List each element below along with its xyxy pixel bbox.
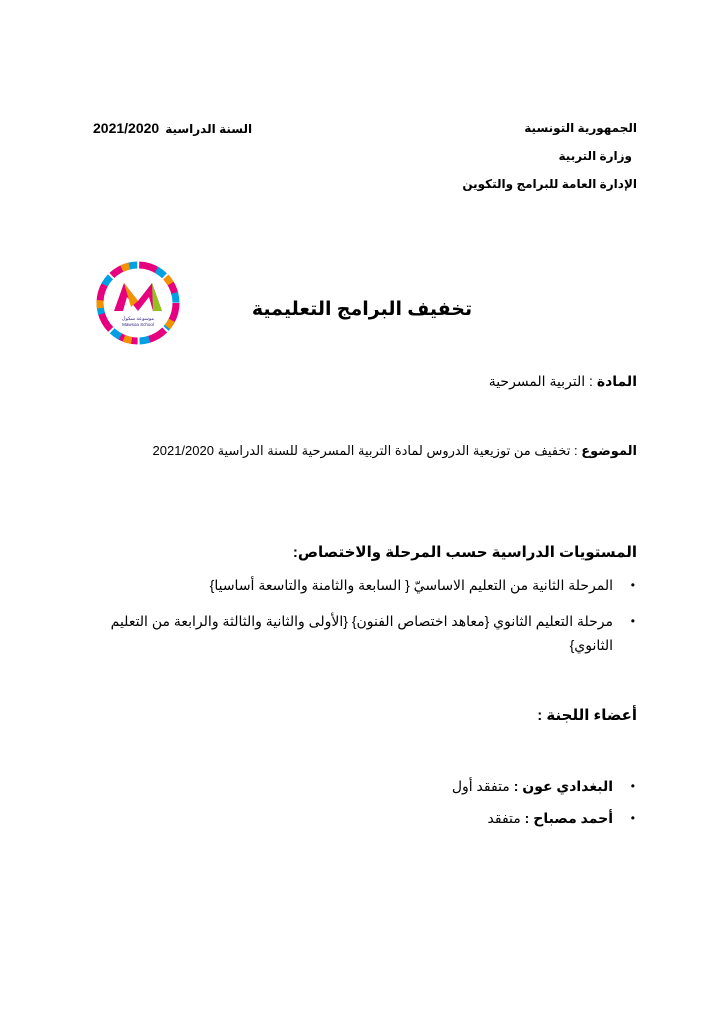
- list-item: [87, 774, 637, 798]
- list-item: • مرحلة التعليم الثانوي {معاهد اختصاص الفنون} {الأولى والثانية والثالثة والرابعة من التعليم الثانوي}: [87, 609, 637, 657]
- title-text: تخفيف البرامج التعليمية: [251, 299, 473, 320]
- page-title: [0, 298, 724, 321]
- levels-list: [87, 573, 637, 669]
- committee-list: [87, 774, 637, 842]
- year-value: 2021/2020: [93, 120, 160, 136]
- subject-value: : التربية المسرحية: [488, 373, 593, 389]
- country-name: الجمهورية التونسية: [524, 121, 637, 135]
- topic-label: الموضوع: [581, 443, 637, 458]
- ministry-name: وزارة التربية: [558, 149, 632, 163]
- member-name: أحمد مصباح :: [524, 810, 613, 826]
- levels-heading: المستويات الدراسية حسب المرحلة والاختصاص:: [292, 544, 637, 561]
- topic-line: [153, 443, 637, 459]
- subject-line: [489, 373, 637, 390]
- member-name: البغدادي عون :: [513, 778, 613, 794]
- year-label: السنة الدراسية: [165, 122, 253, 136]
- directorate-name: الإدارة العامة للبرامج والتكوين: [462, 177, 637, 191]
- list-item: [87, 806, 637, 830]
- topic-value: : تخفيف من توزيعية الدروس لمادة التربية المسرحية للسنة الدراسية 2021/2020: [152, 443, 578, 458]
- school-year: [93, 120, 252, 136]
- member-role: متفقد أول: [451, 778, 510, 794]
- committee-heading: أعضاء اللجنة :: [537, 707, 637, 724]
- list-item: • المرحلة الثانية من التعليم الاساسيّ { السابعة والثامنة والتاسعة أساسيا}: [87, 573, 637, 597]
- member-role: متفقد: [487, 810, 521, 826]
- svg-text:Mawsoa School: Mawsoa School: [122, 322, 154, 327]
- svg-text:موسوعة سكول: موسوعة سكول: [121, 316, 155, 322]
- subject-label: المادة: [596, 373, 637, 389]
